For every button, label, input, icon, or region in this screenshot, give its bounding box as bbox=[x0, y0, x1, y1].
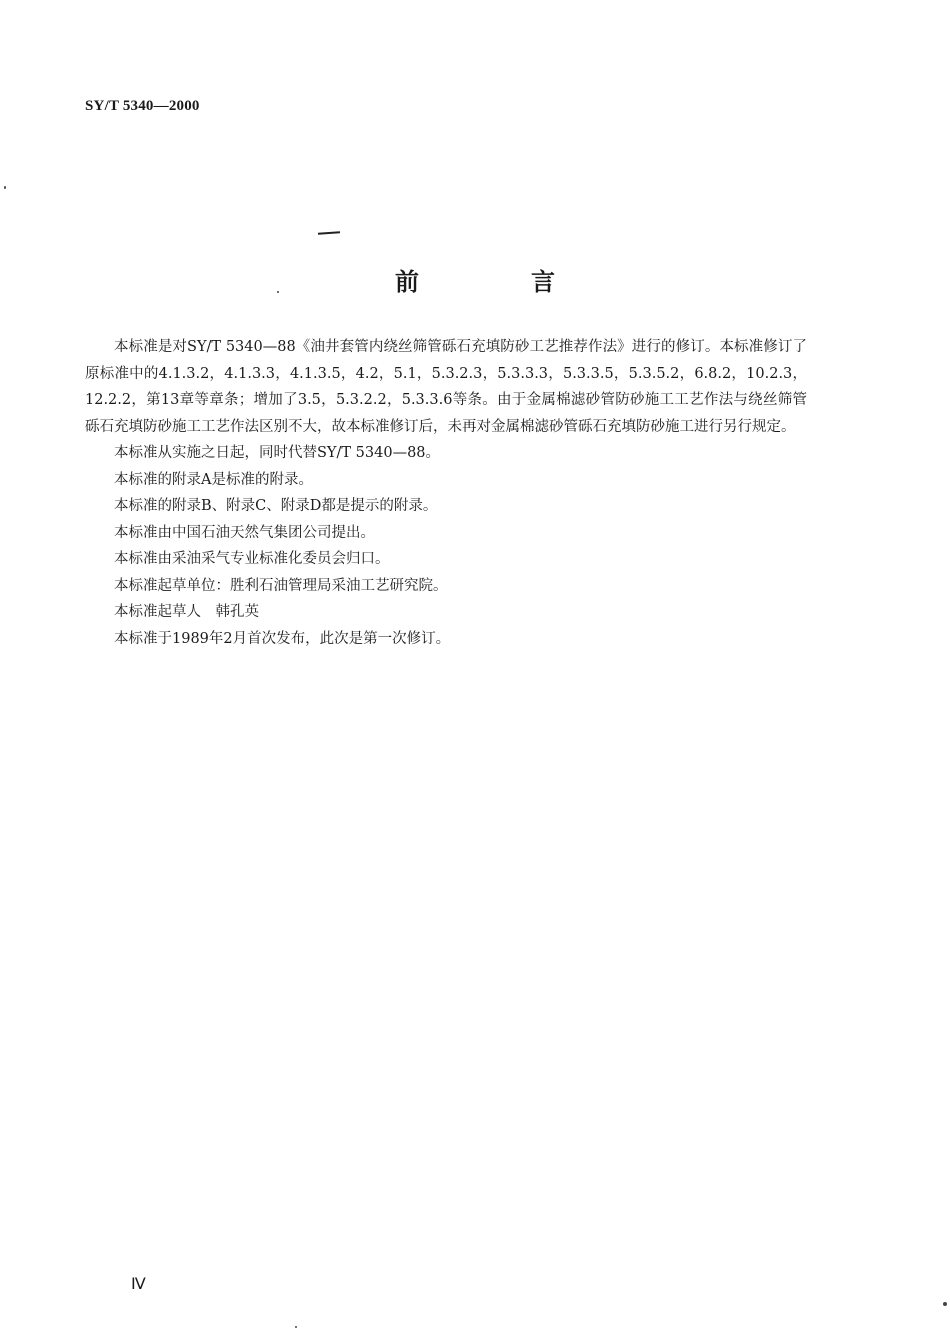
page-title: 前 言 bbox=[395, 268, 599, 296]
paragraph: 本标准由中国石油天然气集团公司提出。 bbox=[114, 524, 375, 541]
paragraph: 本标准的附录B、附录C、附录D都是提示的附录。 bbox=[114, 498, 438, 514]
scan-speck bbox=[295, 1326, 297, 1328]
paragraph: 本标准的附录A是标准的附录。 bbox=[114, 471, 313, 488]
paragraph: 本标准由采油采气专业标准化委员会归口。 bbox=[114, 551, 390, 567]
standard-code: SY/T 5340—2000 bbox=[85, 98, 200, 114]
scan-speck bbox=[4, 186, 6, 189]
paragraph: 本标准是对SY/T 5340—88《油井套管内绕丝筛管砾石充填防砂工艺推荐作法》进行的修订。本标准修订了原标准中的4.1.3.2，4.1.3.3，4.1.3.5，4.2，5.1，5.3.2.3，5.3.3.3，5.3.3.5，5.3.5.2，6.8.2，10.2.3，12.2.2，第13章等章条；增加了3.5，5.3.2.2，5.3.3.6等条。由于金属棉滤砂管防砂施工工艺作法与绕丝筛管砾石充填防砂施工工艺作法区别不大，故本标准修订后，未再对金属棉滤砂管砾石充填防砂施工进行另行规定。 bbox=[85, 339, 807, 435]
paragraph: 本标准于1989年2月首次发布，此次是第一次修订。 bbox=[114, 630, 451, 647]
page-number: Ⅳ bbox=[131, 1276, 146, 1293]
paragraph: 本标准起草单位：胜利石油管理局采油工艺研究院。 bbox=[114, 577, 448, 594]
paragraph: 本标准从实施之日起，同时代替SY/T 5340—88。 bbox=[114, 445, 441, 461]
paragraph: 本标准起草人 韩孔英 bbox=[114, 604, 259, 620]
foreword-body bbox=[85, 334, 807, 652]
scan-speck bbox=[943, 1302, 947, 1306]
scan-dash-mark bbox=[318, 231, 340, 235]
